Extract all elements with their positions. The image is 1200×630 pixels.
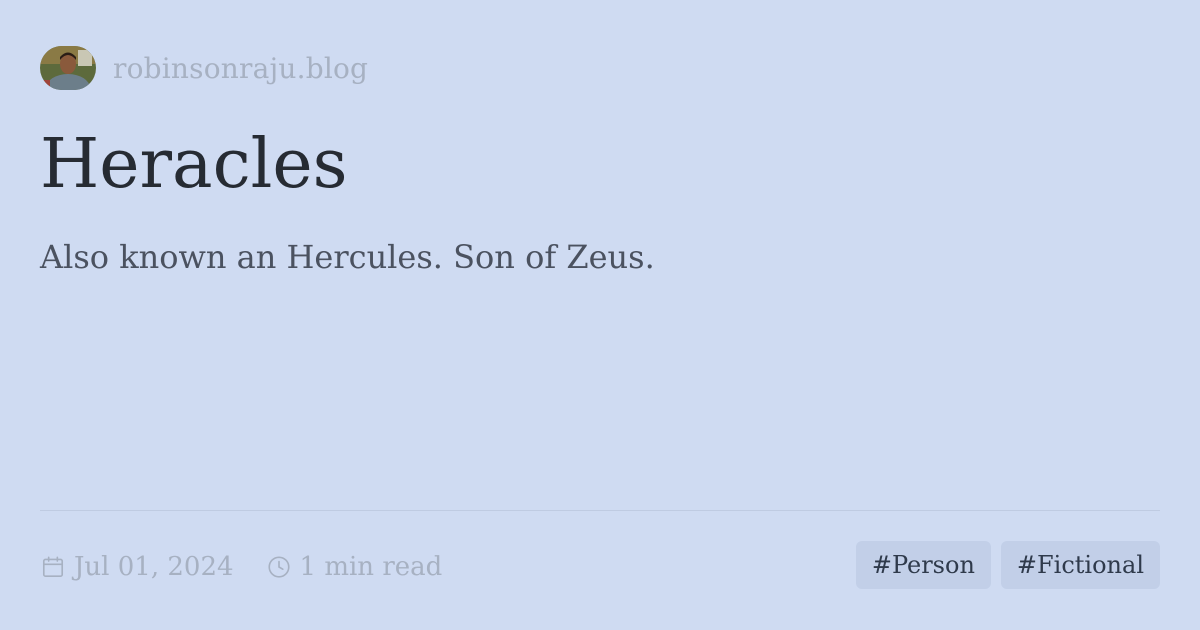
post-date-text: Jul 01, 2024 xyxy=(74,552,234,582)
post-description: Also known an Hercules. Son of Zeus. xyxy=(40,238,655,276)
post-date xyxy=(40,552,234,582)
page-title: Heracles xyxy=(40,125,348,204)
avatar[interactable] xyxy=(40,46,96,90)
calendar-icon xyxy=(40,554,66,580)
divider xyxy=(40,510,1160,511)
read-time-text: 1 min read xyxy=(299,552,443,582)
tag-person[interactable]: #Person xyxy=(856,541,991,589)
site-header xyxy=(40,46,368,90)
post-meta xyxy=(40,546,442,588)
tag-fictional[interactable]: #Fictional xyxy=(1001,541,1160,589)
site-name[interactable]: robinsonraju.blog xyxy=(113,51,369,85)
read-time xyxy=(266,552,443,582)
tag-list xyxy=(856,541,1160,589)
clock-icon xyxy=(266,554,292,580)
